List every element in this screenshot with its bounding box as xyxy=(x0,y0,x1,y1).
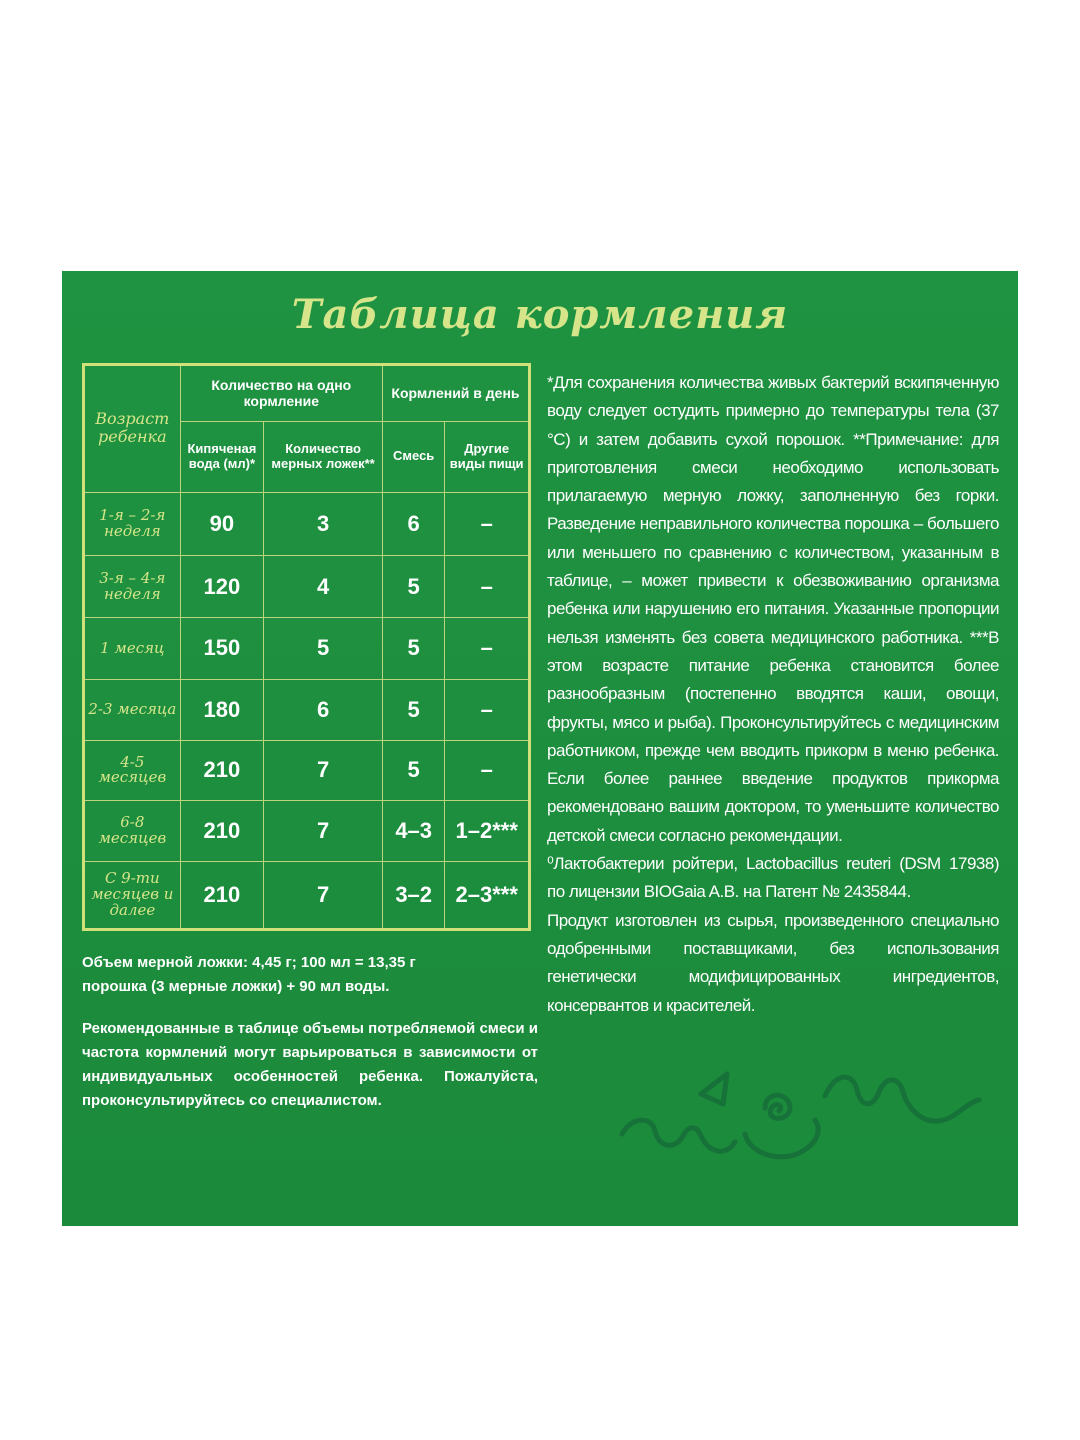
other-food-cell: – xyxy=(445,492,530,556)
product-info-text: Продукт изготовлен из сырья, произведенного специально одобренными поставщиками, без использования генетически модифицированных ингредиентов, консервантов и красителей. xyxy=(547,910,999,1015)
footnotes-column xyxy=(547,369,999,1020)
spoons-column-header: Количество мерных ложек** xyxy=(264,421,383,492)
feedings-header: Кормлений в день xyxy=(382,365,529,422)
age-cell: 6-8 месяцев xyxy=(84,801,181,862)
other-food-cell: – xyxy=(445,679,530,740)
table-row xyxy=(84,740,530,801)
spoon-volume-note: Объем мерной ложки: 4,45 г; 100 мл = 13,35 г порошка (3 мерные ложки) + 90 мл воды. xyxy=(82,954,416,995)
mix-cell: 5 xyxy=(382,618,444,680)
spoons-cell: 3 xyxy=(264,492,383,556)
feeding-table xyxy=(82,363,531,931)
mix-cell: 5 xyxy=(382,556,444,618)
age-header: Возраст ребенка xyxy=(95,408,170,446)
age-cell: 1-я – 2-я неделя xyxy=(84,492,181,556)
other-food-cell: – xyxy=(445,740,530,801)
decorative-squiggle-icon xyxy=(617,1066,997,1186)
other-food-cell: – xyxy=(445,556,530,618)
age-cell: 1 месяц xyxy=(84,618,181,680)
other-food-column-header: Другие виды пищи xyxy=(445,421,530,492)
table-row xyxy=(84,862,530,930)
portion-header: Количество на одно кормление xyxy=(180,365,382,422)
other-food-cell: – xyxy=(445,618,530,680)
page-title: Таблица кормления xyxy=(291,291,789,338)
water-cell: 210 xyxy=(180,862,264,930)
water-column-header: Кипяченая вода (мл)* xyxy=(180,421,264,492)
other-food-cell: 2–3*** xyxy=(445,862,530,930)
spoons-cell: 4 xyxy=(264,556,383,618)
spoons-cell: 7 xyxy=(264,740,383,801)
footnotes-text: *Для сохранения количества живых бактерий вскипяченную воду следует остудить примерно до температуры тела (37 °C) и затем добавить сухой порошок. **Примечание: для приготовления смеси необходимо использовать прилагаемую мерную ложку, заполненную без горки. Разведение неправильного количества порошка – большего или меньшего по сравнению с количеством, указанным в таблице, – может привести к обезвоживанию организма ребенка или нарушению его питания. Указанные пропорции нельзя изменять без совета медицинского работника. ***В этом возрасте питание ребенка становится более разнообразным (постепенно вводятся каши, овощи, фрукты, мясо и рыба). Проконсультируйтесь с медицинским работником, прежде чем вводить прикорм в меню ребенка. Если более раннее введение продуктов прикорма рекомендовано вашим доктором, то уменьшите количество детской смеси согласно рекомендации. xyxy=(547,373,999,845)
mix-cell: 5 xyxy=(382,679,444,740)
other-food-cell: 1–2*** xyxy=(445,801,530,862)
mix-cell: 4–3 xyxy=(382,801,444,862)
table-row xyxy=(84,679,530,740)
water-cell: 120 xyxy=(180,556,264,618)
mix-cell: 6 xyxy=(382,492,444,556)
water-cell: 210 xyxy=(180,740,264,801)
water-cell: 150 xyxy=(180,618,264,680)
feeding-table-panel xyxy=(62,271,1018,1226)
water-cell: 210 xyxy=(180,801,264,862)
spoons-cell: 7 xyxy=(264,801,383,862)
recommendation-note: Рекомендованные в таблице объемы потребляемой смеси и частота кормлений могут варьироваться в зависимости от индивидуальных особенностей ребенка. Пожалуйста, проконсультируйтесь со специалистом. xyxy=(82,1020,538,1109)
water-cell: 90 xyxy=(180,492,264,556)
table-row xyxy=(84,801,530,862)
age-cell: 4-5 месяцев xyxy=(84,740,181,801)
table-header-row xyxy=(84,365,530,422)
license-text: ⁰Лактобактерии ройтери, Lactobacillus reuteri (DSM 17938) по лицензии BIOGaia A.B. на Патент № 2435844. xyxy=(547,854,999,902)
mix-cell: 3–2 xyxy=(382,862,444,930)
spoons-cell: 5 xyxy=(264,618,383,680)
water-cell: 180 xyxy=(180,679,264,740)
bottom-notes xyxy=(82,951,538,1131)
age-cell: С 9-ти месяцев и далее xyxy=(84,862,181,930)
table-row xyxy=(84,556,530,618)
age-cell: 3-я – 4-я неделя xyxy=(84,556,181,618)
age-header-cell xyxy=(84,365,181,493)
mix-cell: 5 xyxy=(382,740,444,801)
table-row xyxy=(84,618,530,680)
spoons-cell: 6 xyxy=(264,679,383,740)
age-cell: 2-3 месяца xyxy=(84,679,181,740)
table-row xyxy=(84,492,530,556)
spoons-cell: 7 xyxy=(264,862,383,930)
mix-column-header: Смесь xyxy=(382,421,444,492)
